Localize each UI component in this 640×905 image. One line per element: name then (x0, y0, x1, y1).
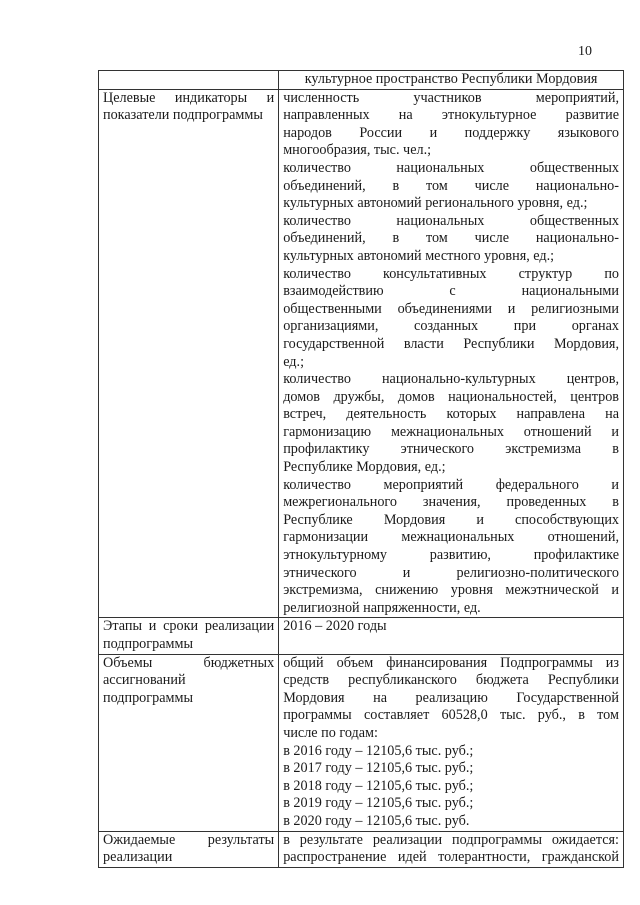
label-line: показатели подпрограммы (103, 107, 263, 124)
label-line: Этапы и сроки реализации (103, 618, 275, 635)
value-line: в 2017 году – 12105,6 тыс. руб.; (283, 760, 474, 777)
value-line: культурное пространство Республики Мордовия (304, 71, 598, 87)
label-line: ассигнований (103, 672, 186, 689)
value-line: количество национальных общественных (283, 159, 619, 176)
label-line: Ожидаемые результаты (103, 831, 275, 848)
value-line: межрегионального значения, проведенных в (283, 494, 619, 511)
label-line: Целевые индикаторы и (103, 89, 275, 106)
value-line: в 2019 году – 12105,6 тыс. руб.; (283, 795, 474, 812)
value-line: культурных автономий регионального уровня, ед.; (283, 195, 588, 212)
value-line: религиозной напряженности, ед. (283, 599, 481, 616)
row-label-cell (99, 831, 279, 867)
row-label-cell (99, 654, 279, 831)
table-row (99, 89, 624, 618)
value-line: программы составляет 60528,0 тыс. руб., в том (283, 707, 619, 724)
value-line: гармонизации межнациональных отношений, (283, 529, 619, 546)
row-value-cell (279, 618, 624, 654)
row-value-cell (279, 89, 624, 618)
value-line: объединений, в том числе национально- (283, 230, 619, 247)
value-line: объединений, в том числе национально- (283, 177, 619, 194)
table-body (99, 71, 624, 868)
value-line: встреч, деятельность которых направлена на (283, 406, 619, 423)
label-line: подпрограммы (103, 689, 193, 706)
value-line: организациями, созданных при органах (283, 318, 619, 335)
value-line: народов России и поддержку языкового (283, 124, 619, 141)
value-line: количество национальных общественных (283, 212, 619, 229)
value-line: ед.; (283, 353, 305, 370)
value-line: культурных автономий местного уровня, ед.; (283, 247, 555, 264)
value-line: числе по годам: (283, 724, 378, 741)
value-line: 2016 – 2020 годы (283, 618, 387, 635)
value-line: в результате реализации подпрограммы ожидается: (283, 831, 619, 848)
subprogram-passport-table (98, 70, 624, 868)
value-line: гармонизацию межнациональных отношений и (283, 423, 619, 440)
value-line: многообразия, тыс. чел.; (283, 142, 432, 159)
row-value-cell (279, 654, 624, 831)
value-line: общественными объединениями и религиозными (283, 300, 619, 317)
value-line: Республике Мордовия и способствующих (283, 511, 619, 528)
label-line: Объемы бюджетных (103, 654, 275, 671)
value-line: этнического и религиозно-политического (283, 564, 619, 581)
value-line: средств республиканского бюджета Республики (283, 672, 619, 689)
value-line: количество мероприятий федерального и (283, 476, 619, 493)
row-value-cell (279, 831, 624, 867)
table-row (99, 71, 624, 90)
value-line: домов дружбы, домов национальностей, центров (283, 388, 619, 405)
value-line: этнокультурному развитию, профилактике (283, 547, 619, 564)
value-line: распространение идей толерантности, гражданской (283, 849, 619, 866)
table-row (99, 654, 624, 831)
value-line: общий объем финансирования Подпрограммы из (283, 654, 619, 671)
value-line: численность участников мероприятий, (283, 89, 619, 106)
value-line: государственной власти Республики Мордовия, (283, 335, 619, 352)
value-line: экстремизма, снижению уровня межэтнической и (283, 582, 619, 599)
value-line: направленных на этнокультурное развитие (283, 107, 619, 124)
value-line: Республике Мордовия, ед.; (283, 459, 446, 476)
value-line: в 2020 году – 12105,6 тыс. руб. (283, 812, 470, 829)
value-line: количество национально-культурных центров, (283, 371, 619, 388)
value-line: количество консультативных структур по (283, 265, 619, 282)
label-line: реализации (103, 849, 173, 866)
table-row (99, 831, 624, 867)
row-value-cell (279, 71, 624, 90)
value-line: в 2016 году – 12105,6 тыс. руб.; (283, 742, 474, 759)
value-line: взаимодействию с национальными (283, 283, 619, 300)
row-label-cell (99, 89, 279, 618)
label-line: подпрограммы (103, 636, 193, 652)
row-label-cell (99, 618, 279, 654)
table-row (99, 618, 624, 654)
value-line: в 2018 году – 12105,6 тыс. руб.; (283, 777, 474, 794)
value-line: Мордовия на реализацию Государственной (283, 689, 619, 706)
row-label-cell (99, 71, 279, 90)
value-line: профилактику этнического экстремизма в (283, 441, 619, 458)
page-number: 10 (578, 44, 592, 59)
